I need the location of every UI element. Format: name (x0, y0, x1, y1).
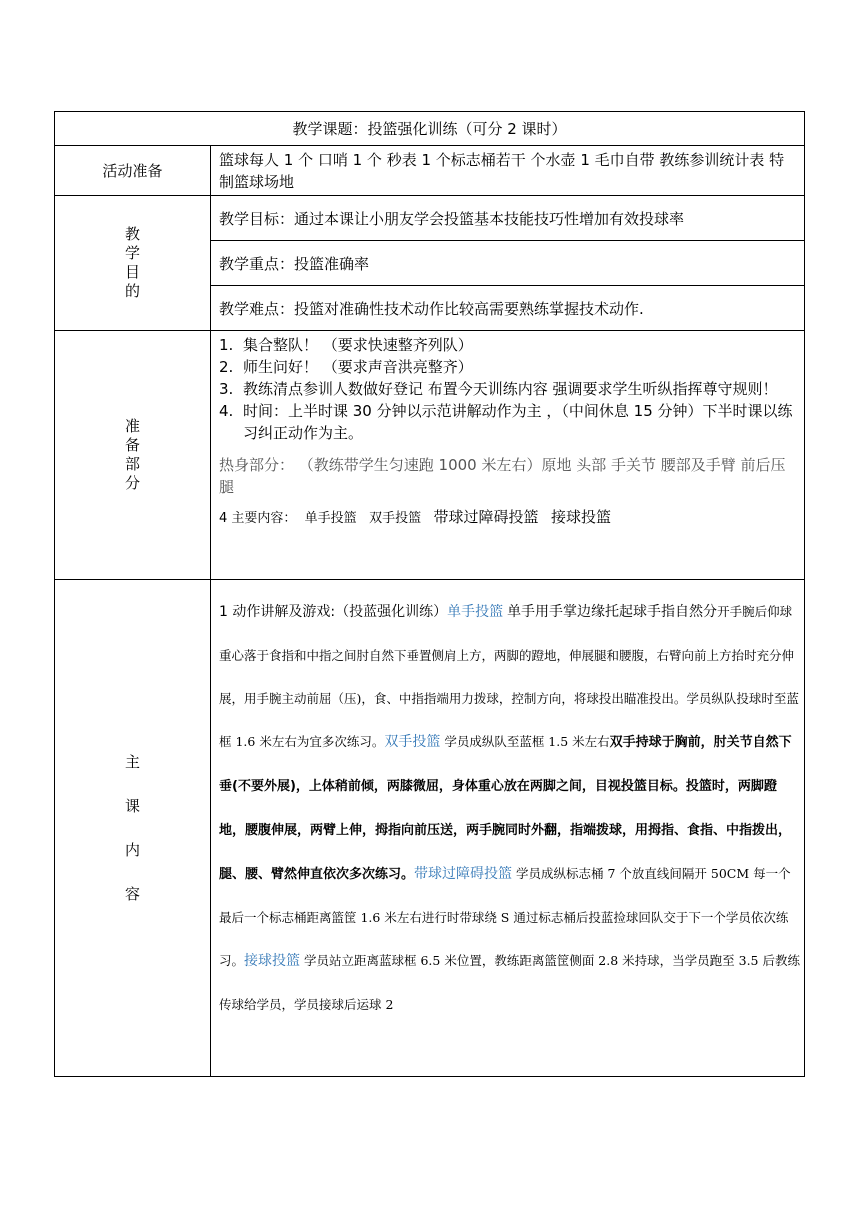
prep-part-label: 准 备 部 分 (55, 331, 211, 580)
lesson-plan-table (54, 111, 805, 1077)
teaching-focus: 教学重点：投篮准确率 (211, 241, 805, 286)
warmup-text: 热身部分： （教练带学生匀速跑 1000 米左右）原地 头部 手关节 腰部及手臂 前后压腿 (219, 456, 786, 496)
list-item: 1. 集合整队！ （要求快速整齐列队） (219, 336, 473, 354)
goals-label: 教 学 目 的 (55, 196, 211, 331)
prep-part-content (211, 331, 805, 580)
teaching-objective: 教学目标：通过本课让小朋友学会投篮基本技能技巧性增加有效投球率 (211, 196, 805, 241)
teaching-difficulty: 教学难点：投篮对准确性技术动作比较高需要熟练掌握技术动作. (211, 286, 805, 331)
list-item: 4. 时间：上半时课 30 分钟以示范讲解动作为主 ，（中间休息 15 分钟）下半时课以练习纠正动作为主。 (219, 402, 793, 442)
main-lesson-content: 1 动作讲解及游戏:（投蓝强化训练）单手投篮 单手用手掌边缘托起球手指自然分开手腕后仰球重心落于食指和中指之间肘自然下垂置侧肩上方，两脚的蹬地，伸展腿和腰腹，右臂向前上方抬时充分伸展，用手腕主动前屈（压)，食、中指指端用力拨球，控制方向，将球投出瞄准投出。学员纵队投球时至蓝框 1.6 米左右为宜多次练习。双手投篮 学员成纵队至蓝框 1.5 米左右双手持球于胸前，肘关节自然下垂(不要外展)，上体稍前倾，两膝微屈，身体重心放在两脚之间，目视投篮目标。投篮时，两脚蹬地，腰腹伸展，两臂上伸，拇指向前压送，两手腕同时外翻，指端拨球，用拇指、食指、中指拨出，腿、腰、臂然伸直依次多次练习。带球过障碍投篮 学员成纵标志桶 7 个放直线间隔开 50CM 每一个最后一个标志桶距离篮筐 1.6 米左右进行时带球绕 S 通过标志桶后投蓝捡球回队交于下一个学员依次练习。接球投篮 学员站立距离蓝球框 6.5 米位置，教练距离篮筐侧面 2.8 米持球，当学员跑至 3.5 后教练传球给学员，学员接球后运球 2 (211, 580, 805, 1077)
main-lesson-label: 主 课 内 容 (55, 580, 211, 1077)
list-item: 3. 教练清点参训人数做好登记 布置今天训练内容 强调要求学生听纵指挥尊守规则！ (219, 380, 778, 398)
prep-content: 篮球每人 1 个 口哨 1 个 秒表 1 个标志桶若干 个水壶 1 毛巾自带 教练参训统计表 特制篮球场地 (211, 146, 805, 196)
main-items-line: 4 主要内容： 单手投篮 双手投篮 带球过障碍投篮 接球投篮 (219, 508, 611, 526)
lesson-title: 教学课题：投篮强化训练（可分 2 课时） (55, 112, 805, 146)
list-item: 2. 师生问好！ （要求声音洪亮整齐） (219, 358, 473, 376)
prep-label: 活动准备 (55, 146, 211, 196)
